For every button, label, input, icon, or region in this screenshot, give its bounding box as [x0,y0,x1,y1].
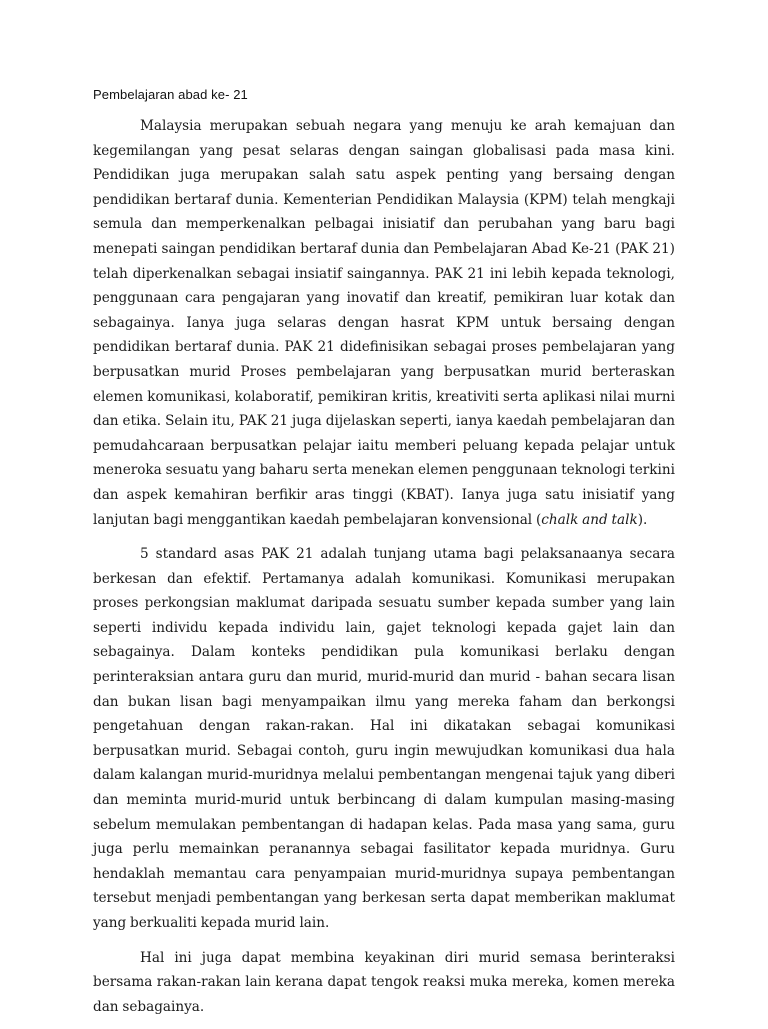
document-heading: Pembelajaran abad ke- 21 [93,87,248,102]
paragraph-3: Hal ini juga dapat membina keyakinan diri murid semasa berinteraksi bersama rakan-rakan lain kerana dapat tengok reaksi muka mereka, komen mereka dan sebagainya. [93,949,675,1015]
paragraph-1-text: Malaysia merupakan sebuah negara yang menuju ke arah kemajuan dan kegemilangan yang pesat selaras dengan saingan globalisasi pada masa kini. Pendidikan juga merupakan salah satu aspek penting yang bersaing dengan pendidikan bertaraf dunia. Kementerian Pendidikan Malaysia (KPM) telah mengkaji semula dan memperkenalkan pelbagai inisiatif dan perubahan yang baru bagi menepati saingan pendidikan bertaraf dunia dan Pembelajaran Abad Ke-21 (PAK 21) telah diperkenalkan sebagai insiatif saingannya. PAK 21 ini lebih kepada teknologi, penggunaan cara pengajaran yang inovatif dan kreatif, pemikiran luar kotak dan sebagainya. Ianya juga selaras dengan hasrat KPM untuk bersaing dengan pendidikan bertaraf dunia. PAK 21 didefinisikan sebagai proses pembelajaran yang berpusatkan murid Proses pembelajaran yang berpusatkan murid berteraskan elemen komunikasi, kolaboratif, pemikiran kritis, kreativiti serta aplikasi nilai murni dan etika. Selain itu, PAK 21 juga dijelaskan seperti, ianya kaedah pembelajaran dan pemudahcaraan berpusatkan pelajar iaitu memberi peluang kepada pelajar untuk meneroka sesuatu yang baharu serta menekan elemen penggunaan teknologi terkini dan aspek kemahiran berfikir aras tinggi (KBAT). Ianya juga satu inisiatif yang lanjutan bagi menggantikan kaedah pembelajaran konvensional ( [93,118,675,528]
italic-phrase: chalk and talk [541,511,638,528]
paragraph-1-end: ). [637,511,648,528]
paragraph-2: 5 standard asas PAK 21 adalah tunjang utama bagi pelaksanaanya secara berkesan dan efektif. Pertamanya adalah komunikasi. Komunikasi merupakan proses perkongsian maklumat daripada sesuatu sumber kepada sumber yang lain seperti individu kepada individu lain, gajet teknologi kepada gajet lain dan sebagainya. Dalam konteks pendidikan pula komunikasi berlaku dengan perinteraksian antara guru dan murid, murid-murid dan murid - bahan secara lisan dan bukan lisan bagi menyampaikan ilmu yang mereka faham dan berkongsi pengetahuan dengan rakan-rakan. Hal ini dikatakan sebagai komunikasi berpusatkan murid. Sebagai contoh, guru ingin mewujudkan komunikasi dua hala dalam kalangan murid-muridnya melalui pembentangan mengenai tajuk yang diberi dan meminta murid-murid untuk berbincang di dalam kumpulan masing-masing sebelum memulakan pembentangan di hadapan kelas. Pada masa yang sama, guru juga perlu memainkan peranannya sebagai fasilitator kepada muridnya. Guru hendaklah memantau cara penyampaian murid-muridnya supaya pembentangan tersebut menjadi pembentangan yang berkesan serta dapat memberikan maklumat yang berkualiti kepada murid lain. [93,546,675,931]
paragraph-1 [93,114,675,532]
document-body [93,114,675,1029]
